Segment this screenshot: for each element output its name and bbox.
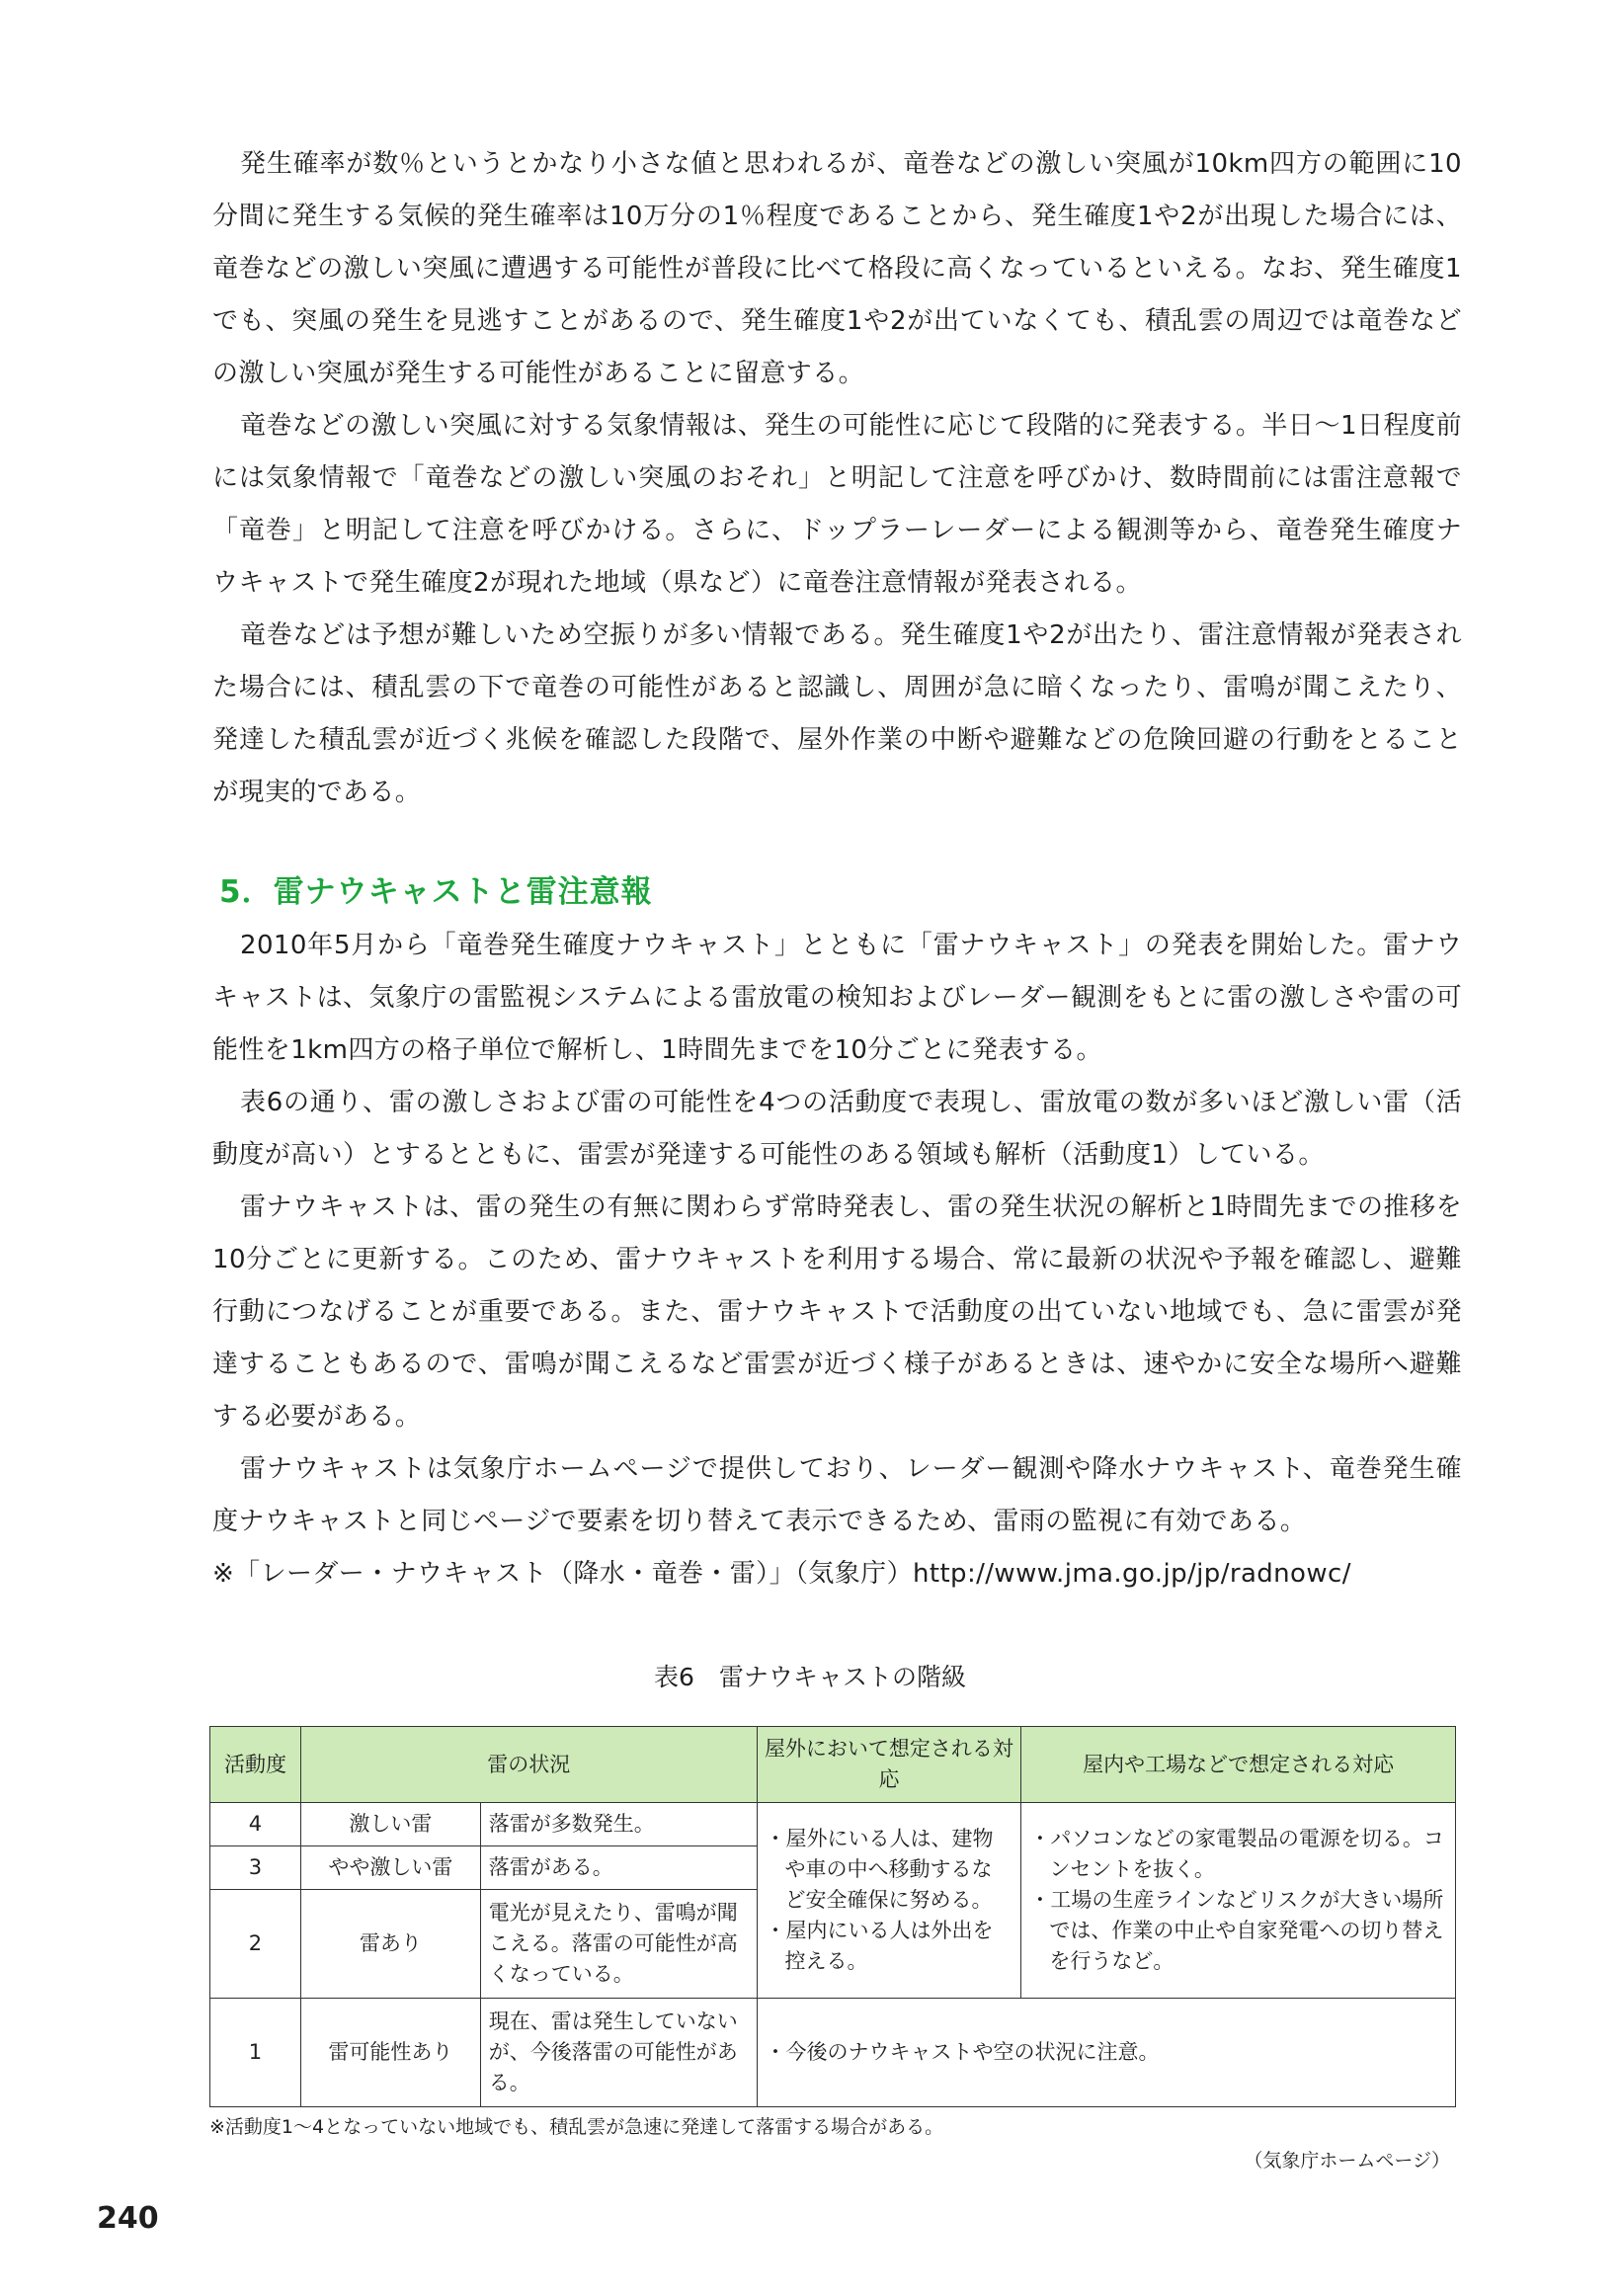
level-cell: 3 (210, 1846, 301, 1890)
section-title: 5．雷ナウキャストと雷注意報 (219, 874, 653, 910)
outdoor-response-item: ・屋外にいる人は、建物や車の中へ移動するなど安全確保に努める。 (765, 1827, 994, 1912)
category-cell: 雷あり (300, 1890, 480, 1999)
header-condition: 雷の状況 (300, 1727, 757, 1803)
table-row (210, 1803, 1456, 1846)
level1-response-cell: ・今後のナウキャストや空の状況に注意。 (757, 1999, 1455, 2107)
level-cell: 4 (210, 1803, 301, 1846)
body-text-top (212, 138, 1462, 819)
paragraph: 雷ナウキャストは気象庁ホームページで提供しており、レーダー観測や降水ナウキャスト、竜巻発生確度ナウキャストと同じページで要素を切り替えて表示できるため、雷雨の監視に有効である。 (212, 1454, 1462, 1536)
indoor-response-item: ・工場の生産ラインなどリスクが大きい場所では、作業の中止や自家発電への切り替えを行うなど。 (1029, 1888, 1444, 1973)
body-text-section (212, 920, 1462, 1600)
level-cell: 1 (210, 1999, 301, 2107)
paragraph: 発生確率が数％というとかなり小さな値と思われるが、竜巻などの激しい突風が10km四方の範囲に10分間に発生する気候的発生確率は10万分の1％程度であることから、発生確度1や2が出現した場合には、竜巻などの激しい突風に遭遇する可能性が普段に比べて格段に高くなっているといえる。なお、発生確度1でも、突風の発生を見逃すことがあるので、発生確度1や2が出ていなくても、積乱雲の周辺では竜巻などの激しい突風が発生する可能性があることに留意する。 (212, 149, 1462, 388)
table-caption: 表6 雷ナウキャストの階級 (654, 1663, 966, 1691)
header-indoor: 屋内や工場などで想定される対応 (1021, 1727, 1456, 1803)
header-outdoor: 屋外において想定される対応 (757, 1727, 1021, 1803)
page-number: 240 (97, 2201, 159, 2236)
detail-cell: 落雷が多数発生。 (480, 1803, 757, 1846)
header-level: 活動度 (210, 1727, 301, 1803)
outdoor-response-cell (757, 1803, 1021, 1999)
paragraph: 竜巻などは予想が難しいため空振りが多い情報である。発生確度1や2が出たり、雷注意情報が発表された場合には、積乱雲の下で竜巻の可能性があると認識し、周囲が急に暗くなったり、雷鳴が聞こえたり、発達した積乱雲が近づく兆候を確認した段階で、屋外作業の中断や避難などの危険回避の行動をとることが現実的である。 (212, 620, 1462, 807)
reference-note: ※「レーダー・ナウキャスト（降水・竜巻・雷）」（気象庁）http://www.jma.go.jp/jp/radnowc/ (212, 1559, 1351, 1589)
paragraph: 竜巻などの激しい突風に対する気象情報は、発生の可能性に応じて段階的に発表する。半日〜1日程度前には気象情報で「竜巻などの激しい突風のおそれ」と明記して注意を呼びかけ、数時間前には雷注意報で「竜巻」と明記して注意を呼びかける。さらに、ドップラーレーダーによる観測等から、竜巻発生確度ナウキャストで発生確度2が現れた地域（県など）に竜巻注意情報が発表される。 (212, 411, 1462, 598)
table-row (210, 1999, 1456, 2107)
thunder-level-table (209, 1726, 1456, 2107)
detail-cell: 落雷がある。 (480, 1846, 757, 1890)
category-cell: やや激しい雷 (300, 1846, 480, 1890)
level-cell: 2 (210, 1890, 301, 1999)
table-header-row (210, 1727, 1456, 1803)
table-source: （気象庁ホームページ） (1244, 2150, 1450, 2172)
indoor-response-cell (1021, 1803, 1456, 1999)
indoor-response-item: ・パソコンなどの家電製品の電源を切る。コンセントを抜く。 (1029, 1827, 1444, 1881)
paragraph: 表6の通り、雷の激しさおよび雷の可能性を4つの活動度で表現し、雷放電の数が多いほど激しい雷（活動度が高い）とするとともに、雷雲が発達する可能性のある領域も解析（活動度1）している。 (212, 1088, 1462, 1170)
paragraph: 雷ナウキャストは、雷の発生の有無に関わらず常時発表し、雷の発生状況の解析と1時間先までの推移を10分ごとに更新する。このため、雷ナウキャストを利用する場合、常に最新の状況や予報を確認し、避難行動につなげることが重要である。また、雷ナウキャストで活動度の出ていない地域でも、急に雷雲が発達することもあるので、雷鳴が聞こえるなど雷雲が近づく様子があるときは、速やかに安全な場所へ避難する必要がある。 (212, 1192, 1462, 1432)
paragraph: 2010年5月から「竜巻発生確度ナウキャスト」とともに「雷ナウキャスト」の発表を開始した。雷ナウキャストは、気象庁の雷監視システムによる雷放電の検知およびレーダー観測をもとに雷の激しさや雷の可能性を1km四方の格子単位で解析し、1時間先までを10分ごとに発表する。 (212, 931, 1462, 1065)
category-cell: 激しい雷 (300, 1803, 480, 1846)
detail-cell: 電光が見えたり、雷鳴が聞こえる。落雷の可能性が高くなっている。 (480, 1890, 757, 1999)
outdoor-response-item: ・屋内にいる人は外出を控える。 (765, 1919, 994, 1973)
category-cell: 雷可能性あり (300, 1999, 480, 2107)
table-footnote: ※活動度1〜4となっていない地域でも、積乱雲が急速に発達して落雷する場合がある。 (209, 2116, 944, 2138)
detail-cell: 現在、雷は発生していないが、今後落雷の可能性がある。 (480, 1999, 757, 2107)
